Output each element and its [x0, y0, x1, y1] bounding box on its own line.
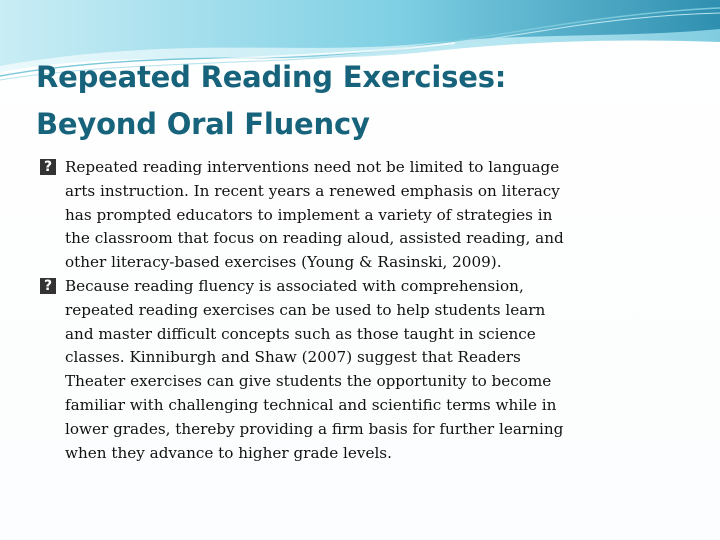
slide-title [36, 54, 686, 148]
bullet-text-line: repeated reading exercises can be used to help students learn [65, 300, 546, 319]
bullet-item [40, 275, 680, 465]
bullet-text-line: classes. Kinniburgh and Shaw (2007) suggest that Readers [65, 348, 521, 367]
bullet-text-line: lower grades, thereby providing a firm basis for further learning [65, 419, 564, 438]
bullet-text-line: Theater exercises can give students the opportunity to become [65, 372, 552, 391]
bullet-text-line: arts instruction. In recent years a renewed emphasis on literacy [65, 181, 560, 200]
bullet-text-line: other literacy-based exercises (Young & Rasinski, 2009). [65, 253, 502, 272]
bullet-item [40, 156, 680, 275]
bullet-text-line: and master difficult concepts such as those taught in science [65, 324, 536, 343]
bullet-text-line: when they advance to higher grade levels. [65, 443, 392, 462]
bullet-text-line: has prompted educators to implement a variety of strategies in [65, 205, 553, 224]
slide-title-line: Repeated Reading Exercises: [36, 60, 507, 94]
bullet-text-line: the classroom that focus on reading aloud, assisted reading, and [65, 229, 564, 248]
bullet-text-line: familiar with challenging technical and scientific terms while in [65, 395, 557, 414]
missing-glyph-bullet-icon: ? [40, 278, 56, 294]
bullet-list [40, 156, 680, 465]
bullet-text-line: Repeated reading interventions need not be limited to language [65, 158, 560, 176]
bullet-text-line: Because reading fluency is associated with comprehension, [65, 276, 524, 295]
missing-glyph-bullet-icon: ? [40, 159, 56, 175]
slide-title-line: Beyond Oral Fluency [36, 107, 370, 141]
